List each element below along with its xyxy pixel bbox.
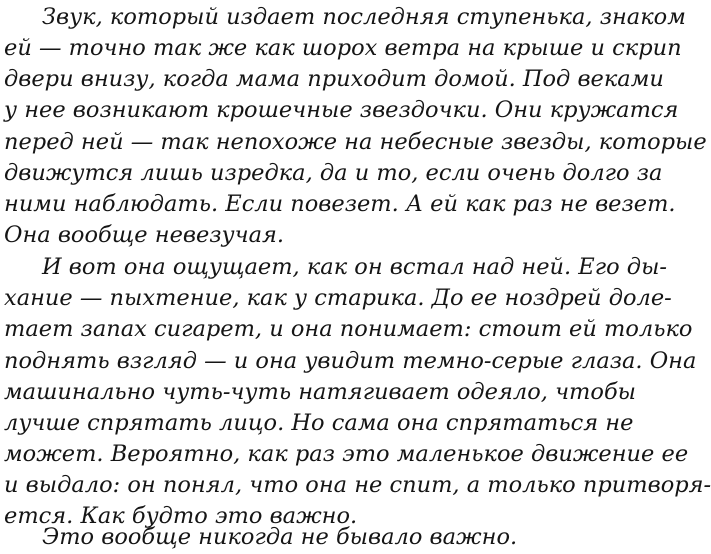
text-line-5: перед ней — так непохоже на небесные звезды, которые — [4, 129, 707, 155]
text-line-4: у нее возникают крошечные звездочки. Они кружатся — [4, 97, 679, 123]
text-line-18: Это вообще никогда не бывало важно. — [42, 524, 518, 550]
text-line-3: двери внизу, когда мама приходит домой. Под веками — [4, 66, 664, 92]
text-line-6: движутся лишь изредка, да и то, если очень долго за — [4, 160, 663, 186]
text-line-10: хание — пыхтение, как у старика. До ее ноздрей доле- — [4, 285, 672, 311]
text-line-17: ется. Как будто это важно. — [4, 503, 358, 529]
text-line-8: Она вообще невезучая. — [4, 222, 285, 248]
text-line-1: Звук, который издает последняя ступенька, знаком — [42, 4, 686, 30]
text-line-13: машинально чуть-чуть натягивает одеяло, чтобы — [4, 379, 636, 405]
text-line-11: тает запах сигарет, и она понимает: стоит ей только — [4, 316, 693, 342]
text-line-7: ними наблюдать. Если повезет. А ей как раз не везет. — [4, 191, 676, 217]
text-line-14: лучше спрятать лицо. Но сама она спрятаться не — [4, 410, 634, 436]
text-line-12: поднять взгляд — и она увидит темно-серые глаза. Она — [4, 348, 697, 374]
text-line-15: может. Вероятно, как раз это маленькое движение ее — [4, 441, 689, 467]
text-line-2: ей — точно так же как шорох ветра на крыше и скрип — [4, 35, 682, 61]
text-line-9: И вот она ощущает, как он встал над ней. Его ды- — [42, 254, 667, 280]
text-line-16: и выдало: он понял, что она не спит, а только притворя- — [4, 472, 711, 498]
